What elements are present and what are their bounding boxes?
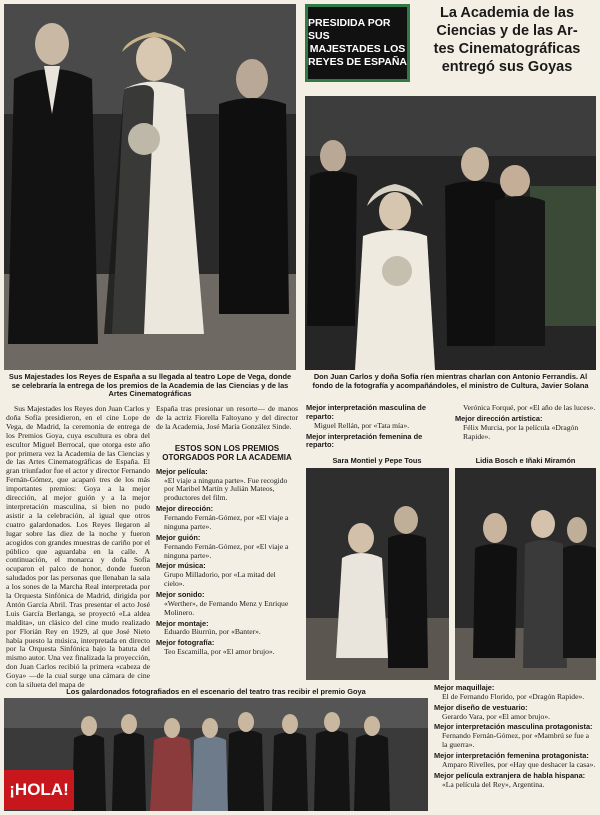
banner-line: MAJESTADES LOS	[309, 43, 406, 55]
awards-list-col2	[156, 468, 298, 657]
banner-line: REYES DE ESPAÑA	[308, 56, 407, 68]
award-item	[156, 620, 298, 638]
award-item	[434, 704, 596, 722]
award-winner: Eduardo Biurrún, por «Banter».	[164, 627, 261, 637]
logo-text: ¡HOLA!	[9, 780, 69, 799]
article-continuation: España tras presionar un resorte— de manos de la actriz Fiorella Faltoyano y del director de la Academia, José María González Sinde.	[156, 404, 298, 431]
award-item	[306, 404, 448, 431]
hola-logo	[4, 770, 74, 810]
award-item	[455, 404, 596, 413]
award-winner: «Werther», de Fernando Menz y Enrique Molinero.	[164, 598, 289, 617]
award-item	[434, 752, 596, 770]
award-category: Mejor dirección:	[156, 504, 214, 514]
award-category: Mejor música:	[156, 561, 206, 571]
article-column-1: Sus Majestades los Reyes don Juan Carlos y doña Sofía presidieron, en el cine Lope de Vega, de Madrid, la ceremonia de entrega de los Premios Goya, cuya escultura es obra del escultor Miguel Berrocal, que otorga este año por primera vez la Academia de las Ciencias y de las Artes Cinematográficas de España. El gran triunfador fue el actor y director Fernando Fernán-Gómez, que acaparó tres de los más importantes premios: Goya a la mejor dirección, al mejor guión y a la mejor interpretación masculina, si bien no pudo asistir a la celebración, al igual que otros cuatro galardonados. Los Reyes llegaron al lugar sobre las diez de la noche y fueron acogidos con grandes muestras de cariño por el público que aguardaba en la calle. A continuación, el monarca y doña Sofía ocuparon el palco de honor, donde fueron saludados por las personas que llenaban la sala a los sones de la Marcha Real interpretada por la Orquesta Sinfónica de Madrid, dirigida por Antón García Abril. Tras presentar el acto José Luis García Berlanga, se proyectó «La aldea maldita», un clásico del cine mudo realizado por Florián Rey en 1929, al que José Nieto había puesto la música, interpretada en directo por la Orquesta Sinfónica bajo la batuta del mismo autor. Una vez finalizada la proyección, don Juan Carlos recibió la primera «cabeza de Goya» —de la cual surge una cámara de cine con la silueta del mapa de	[6, 404, 150, 690]
award-item	[156, 505, 298, 532]
award-item	[156, 468, 298, 504]
award-winner: Gerardo Vara, por «El amor brujo».	[442, 711, 551, 721]
award-item	[434, 684, 596, 702]
award-winner: El de Fernando Florido, por «Dragón Rapide».	[442, 691, 585, 701]
award-category: Mejor diseño de vestuario:	[434, 702, 528, 712]
award-winner: Félix Murcia, por la película «Dragón Rapide».	[463, 422, 579, 441]
title-line: tes Cinematográficas	[433, 41, 581, 57]
award-category: Mejor dirección artística:	[455, 413, 543, 423]
award-category: Mejor maquillaje:	[434, 683, 495, 692]
award-category: Mejor interpretación masculina protagonista:	[434, 722, 593, 732]
award-item	[156, 591, 298, 618]
caption-photo4: Lidia Bosch e Iñaki Miramón	[475, 456, 576, 465]
award-item	[434, 772, 596, 790]
title-line: entregó sus Goyas	[441, 59, 573, 75]
award-winner: «La película del Rey», Argentina.	[442, 779, 545, 789]
award-item	[434, 723, 596, 750]
award-category: Mejor película:	[156, 466, 208, 476]
photo-sara-montiel	[306, 468, 449, 680]
title-line: Ciencias y de las Ar-	[436, 23, 578, 39]
award-category: Mejor película extranjera de habla hispana:	[434, 770, 586, 780]
award-item	[156, 562, 298, 589]
awards-list-col3	[306, 404, 448, 452]
award-winner: «El viaje a ninguna parte». Fue recogido por Maribel Martín y Julián Mateos, productores del film.	[164, 475, 288, 503]
award-item	[306, 433, 448, 451]
award-winner: Teo Escamilla, por «El amor brujo».	[164, 647, 275, 657]
award-winner: Miguel Rellán, por «Tata mía».	[314, 420, 410, 430]
award-category: Mejor guión:	[156, 532, 201, 542]
headline-title	[416, 4, 598, 76]
caption-photo3: Sara Montiel y Pepe Tous	[332, 456, 422, 465]
award-winner: Fernando Fernán-Gómez, por «El viaje a ninguna parte».	[164, 513, 289, 531]
award-item	[455, 415, 596, 442]
award-category: Mejor fotografía:	[156, 638, 215, 648]
award-winner: Grupo Milladorio, por «La mitad del cielo».	[164, 570, 276, 589]
photo-lidia-bosch	[455, 468, 596, 680]
headline-banner	[305, 4, 410, 82]
article-column-2	[156, 405, 298, 659]
award-winner: Fernando Fernán-Gómez, por «Mambrú se fue a la guerra».	[442, 731, 589, 750]
photo-kings-chatting	[305, 96, 596, 370]
banner-line: PRESIDIDA POR SUS	[308, 17, 391, 42]
award-category: Mejor montaje:	[156, 618, 209, 628]
award-item	[156, 639, 298, 657]
caption-photo5: Los galardonados fotografiados en el escenario del teatro tras recibir el premio Goya	[66, 687, 366, 696]
award-item	[156, 534, 298, 561]
awards-heading: ESTOS SON LOS PREMIOS OTORGADOS POR LA ACADEMIA	[162, 443, 292, 463]
award-category: Mejor sonido:	[156, 590, 205, 600]
award-winner: Verónica Forqué, por «El año de las luces».	[463, 403, 596, 412]
caption-photo2: Don Juan Carlos y doña Sofía ríen mientras charlan con Antonio Ferrandis. Al fondo de la fotografía y acompañándoles, el ministro de Cultura, Javier Solana	[312, 372, 589, 390]
award-category: Mejor interpretación femenina protagonista:	[434, 751, 589, 761]
award-winner: Fernando Fernán-Gómez, por «El viaje a ninguna parte».	[164, 541, 289, 560]
photo-kings-arrival	[4, 4, 296, 370]
award-category: Mejor interpretación femenina de reparto:	[306, 431, 423, 450]
award-category: Mejor interpretación masculina de reparto:	[306, 403, 426, 421]
title-line: La Academia de las	[439, 5, 575, 21]
award-winner: Amparo Rivelles, por «Hay que deshacer la casa».	[442, 759, 596, 769]
awards-list-col4	[455, 404, 596, 444]
caption-photo1: Sus Majestades los Reyes de España a su llegada al teatro Lope de Vega, donde se celebraría la entrega de los premios de la Academia de las Ciencias y de las Artes Cinematográficas	[8, 372, 292, 399]
awards-list-col4-bottom	[434, 684, 596, 791]
